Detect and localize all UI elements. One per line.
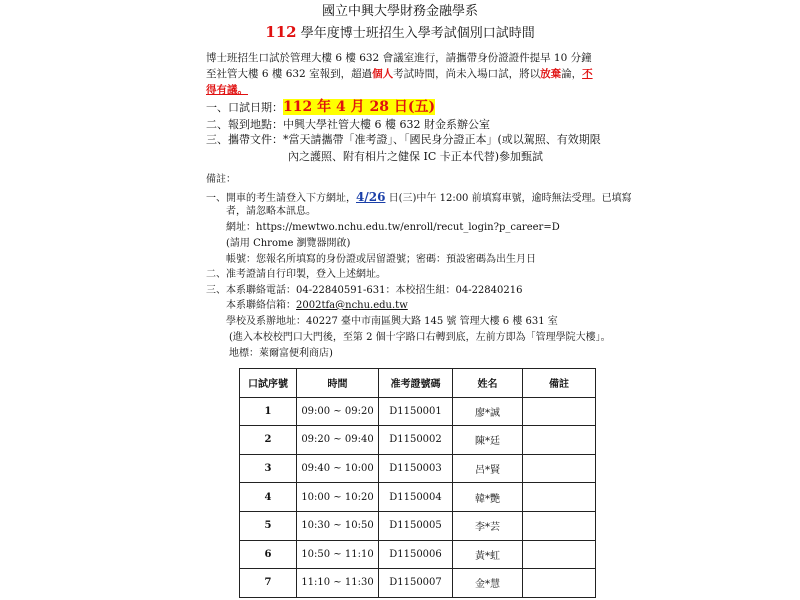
cell-time: 11:10 ~ 11:30 — [297, 569, 379, 598]
intro-line-2 — [206, 69, 593, 80]
intro-forfeit: 放棄 — [540, 68, 562, 80]
cell-order: 5 — [240, 511, 297, 540]
cell-time: 09:20 ~ 09:40 — [297, 426, 379, 455]
cell-note — [523, 397, 596, 426]
cell-order: 4 — [240, 483, 297, 512]
landmark-line: 地標：萊爾富便利商店) — [229, 348, 333, 359]
header-time: 時間 — [297, 369, 379, 398]
cell-time: 10:30 ~ 10:50 — [297, 511, 379, 540]
interview-schedule-table — [239, 368, 596, 598]
documents-line-1: *當天請攜帶「准考證」、「國民身分證正本」(或以駕照、有效期限 — [283, 133, 601, 146]
note-1-text-b: 日(三)中午 12:00 前填寫車號，逾時無法受理。已填寫 — [385, 193, 632, 204]
note-2: 二、准考證請自行印製，登入上述網址。 — [206, 269, 386, 280]
cell-name: 韓*艷 — [453, 483, 523, 512]
intro-text-c: 考試時間，尚未入場口試，將以 — [393, 68, 541, 80]
table-row — [240, 397, 596, 426]
cell-note — [523, 511, 596, 540]
cell-note — [523, 540, 596, 569]
cell-ticket: D1150003 — [379, 454, 453, 483]
browser-note: (請用 Chrome 瀏覽器開啟) — [226, 238, 351, 249]
cell-order: 6 — [240, 540, 297, 569]
table-row — [240, 426, 596, 455]
table-row — [240, 454, 596, 483]
cell-name: 廖*誠 — [453, 397, 523, 426]
check-in-label: 二、報到地點： — [206, 118, 283, 131]
table-row — [240, 483, 596, 512]
cell-ticket: D1150005 — [379, 511, 453, 540]
cell-name: 黃*虹 — [453, 540, 523, 569]
check-in-value: 中興大學社管大樓 6 樓 632 財金系辦公室 — [283, 118, 490, 131]
cell-time: 09:40 ~ 10:00 — [297, 454, 379, 483]
cell-ticket: D1150001 — [379, 397, 453, 426]
university-heading: 國立中興大學財務金融學系 — [321, 4, 478, 19]
documents-row — [206, 134, 601, 145]
registration-url[interactable]: 網址：https://mewtwo.nchu.edu.tw/enroll/recut_login?p_career=D — [226, 222, 560, 233]
cell-order: 2 — [240, 426, 297, 455]
intro-line-1: 博士班招生口試於管理大樓 6 樓 632 會議室進行，請攜帶身份證證件提早 10 分鐘 — [206, 52, 592, 64]
contact-email-row — [226, 301, 408, 311]
cell-ticket: D1150002 — [379, 426, 453, 455]
intro-text-a: 至社管大樓 6 樓 632 室報到，超過 — [206, 68, 373, 80]
cell-name: 金*慧 — [453, 569, 523, 598]
exam-date-row — [206, 100, 435, 114]
table-row — [240, 540, 596, 569]
header-ticket-number: 准考證號碼 — [379, 369, 453, 398]
cell-ticket: D1150007 — [379, 569, 453, 598]
header-order: 口試序號 — [240, 369, 297, 398]
cell-ticket: D1150004 — [379, 483, 453, 512]
contact-email-link[interactable]: 2002tfa@nchu.edu.tw — [296, 300, 408, 311]
cell-note — [523, 454, 596, 483]
cell-note — [523, 483, 596, 512]
exam-date-value: 112 年 4 月 28 日(五) — [283, 99, 436, 115]
cell-time: 09:00 ~ 09:20 — [297, 397, 379, 426]
table-row — [240, 511, 596, 540]
header-name: 姓名 — [453, 369, 523, 398]
note-1-ignore: 者，請忽略本訊息。 — [226, 206, 316, 217]
cell-order: 7 — [240, 569, 297, 598]
documents-label: 三、攜帶文件： — [206, 133, 283, 146]
notes-title: 備註： — [206, 174, 236, 185]
cell-name: 呂*賢 — [453, 454, 523, 483]
page-title — [0, 25, 800, 40]
intro-line-3: 得有議。 — [206, 84, 248, 96]
cell-order: 3 — [240, 454, 297, 483]
documents-line-2: 內之護照、附有相片之健保 IC 卡正本代替)參加甄試 — [288, 150, 544, 163]
intro-personal: 個人 — [372, 68, 394, 80]
check-in-row — [206, 119, 490, 130]
title-year: 112 — [265, 23, 297, 41]
exam-date-label: 一、口試日期： — [206, 101, 283, 114]
table-header-row — [240, 369, 596, 398]
account-note: 帳號：您報名所填寫的身份證或居留證號；密碼：預設密碼為出生月日 — [226, 254, 536, 265]
directions-line: (進入本校校門口大門後，至第 2 個十字路口右轉到底，左前方即為「管理學院大樓」。 — [229, 332, 611, 343]
cell-name: 陳*廷 — [453, 426, 523, 455]
cell-note — [523, 426, 596, 455]
address-line: 學校及系辦地址：40227 臺中市南區興大路 145 號 管理大樓 6 樓 631 室 — [226, 316, 558, 327]
cell-order: 1 — [240, 397, 297, 426]
cell-ticket: D1150006 — [379, 540, 453, 569]
cell-name: 李*芸 — [453, 511, 523, 540]
cell-time: 10:50 ~ 11:10 — [297, 540, 379, 569]
note-1 — [206, 191, 632, 204]
cell-time: 10:00 ~ 10:20 — [297, 483, 379, 512]
title-text: 學年度博士班招生入學考試個別口試時間 — [296, 26, 535, 41]
note-1-text: 一、開車的考生請登入下方網址， — [206, 193, 356, 204]
intro-text-e: 論， — [561, 68, 583, 80]
header-remarks: 備註 — [523, 369, 596, 398]
intro-no: 不 — [582, 68, 593, 80]
email-label: 本系聯絡信箱： — [226, 300, 296, 311]
car-deadline-date: 4/26 — [356, 190, 386, 204]
table-row — [240, 569, 596, 598]
note-3-phone: 三、本系聯絡電話：04-22840591-631：本校招生組：04-22840216 — [206, 285, 523, 296]
cell-note — [523, 569, 596, 598]
